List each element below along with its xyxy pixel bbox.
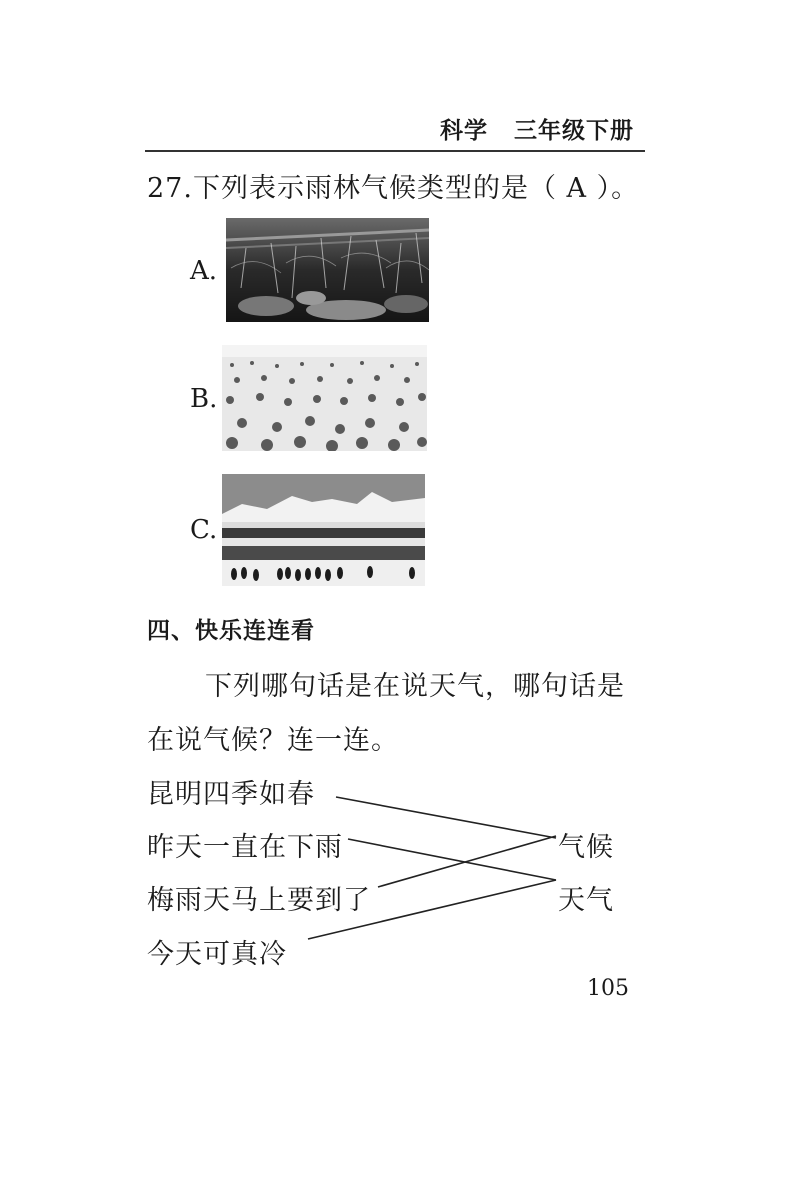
section-title: 四、快乐连连看 — [147, 618, 315, 644]
instruction-line-1: 下列哪句话是在说天气，哪句话是 — [205, 671, 625, 702]
option-c-label: C. — [190, 515, 218, 545]
page-number: 105 — [587, 976, 629, 1001]
match-line-plumrain-climate — [378, 836, 556, 887]
header-subject: 科学 — [440, 118, 488, 144]
left-item-plum-rain: 梅雨天马上要到了 — [147, 885, 371, 916]
left-item-cold-today: 今天可真冷 — [147, 939, 287, 970]
header-grade: 三年级下册 — [514, 118, 634, 144]
left-item-yesterday-rain: 昨天一直在下雨 — [147, 832, 343, 863]
option-a-label: A. — [190, 256, 218, 286]
instruction-line-2: 在说气候？连一连。 — [147, 725, 399, 756]
match-line-kunming-climate — [336, 797, 556, 838]
left-item-kunming: 昆明四季如春 — [147, 779, 315, 810]
match-line-cold-weather — [308, 880, 556, 939]
right-item-climate: 气候 — [558, 832, 614, 863]
right-item-weather: 天气 — [558, 885, 614, 916]
option-b-label: B. — [190, 384, 218, 414]
question-27: 27.下列表示雨林气候类型的是（ A ）。 — [147, 173, 640, 204]
